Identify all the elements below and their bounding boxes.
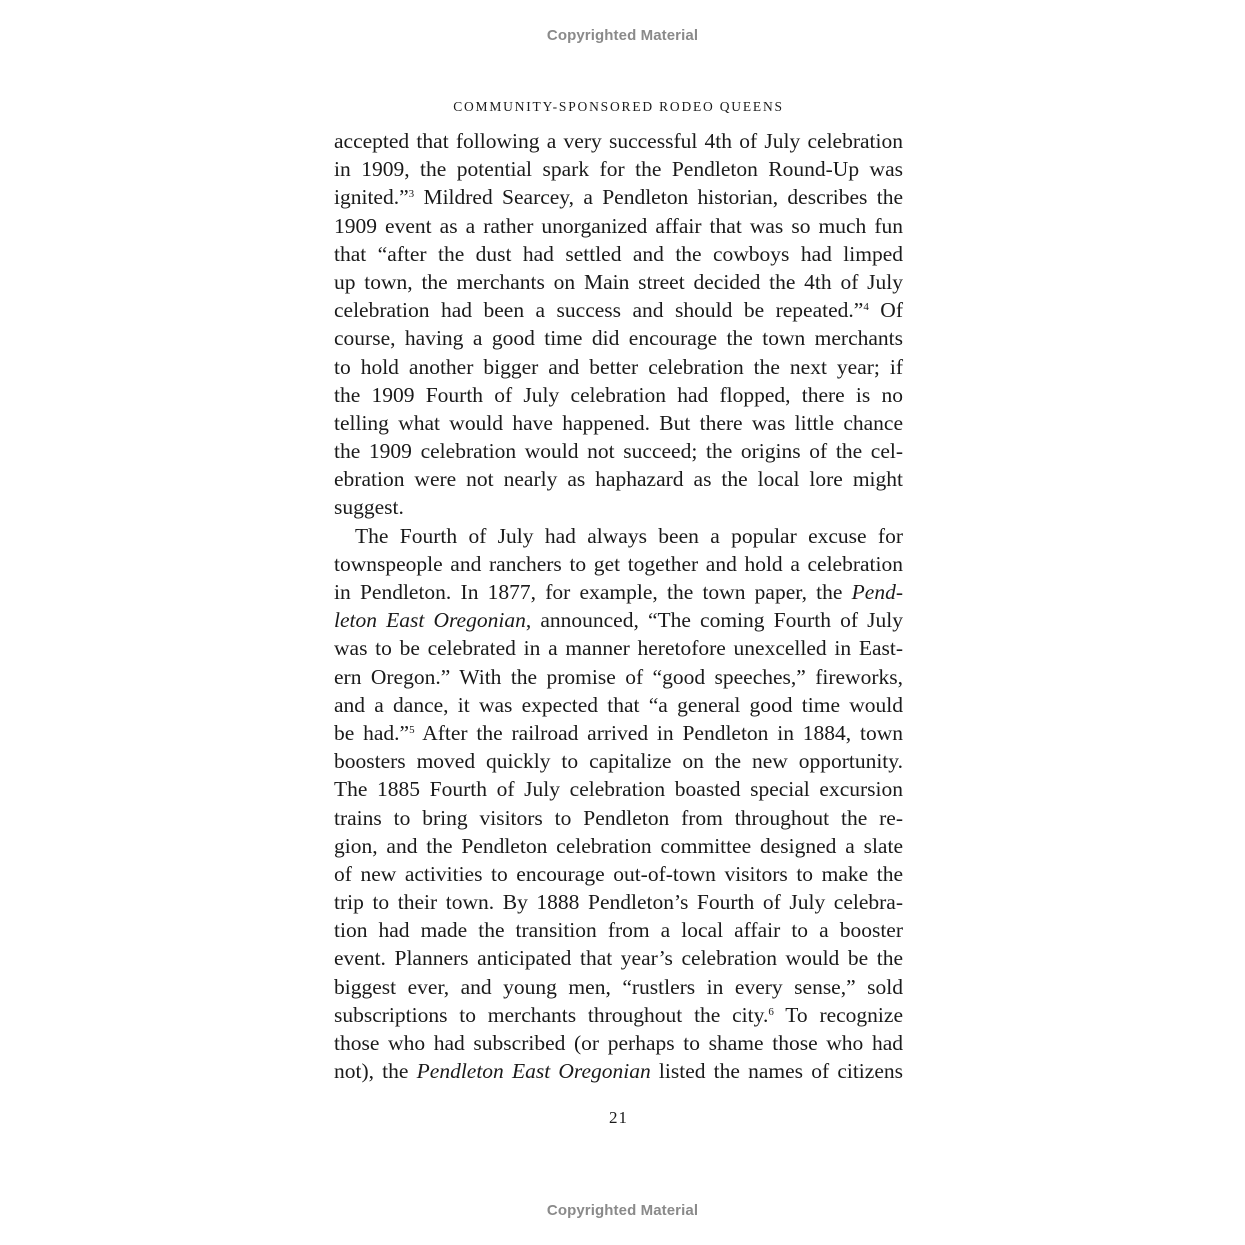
text-line: tion had made the transition from a local affair to a booster [334, 918, 903, 943]
newspaper-title-italic: Pendleton East Oregonian [416, 1059, 651, 1084]
newspaper-title-italic: Pend- [851, 580, 903, 604]
text-line [334, 183, 903, 211]
text-line: ern Oregon.” With the promise of “good speeches,” fireworks, [334, 664, 903, 689]
text-segment: celebration had been a success and should be repeated.” [334, 298, 864, 323]
text-line: trip to their town. By 1888 Pendleton’s Fourth of July celebra- [334, 890, 903, 915]
text-segment: Mildred Searcey, a Pendleton historian, describes the [414, 185, 903, 210]
footnote-ref-4: 4 [863, 301, 869, 314]
text-line [334, 606, 903, 634]
newspaper-title-italic: leton East Oregonian [334, 608, 526, 633]
text-line: accepted that following a very successful 4th of July celebration [334, 129, 903, 153]
text-line: up town, the merchants on Main street decided the 4th of July [334, 269, 903, 294]
running-head: COMMUNITY-SPONSORED RODEO QUEENS [453, 99, 784, 114]
text-line: The Fourth of July had always been a popular excuse for [355, 523, 903, 548]
text-line: suggest. [334, 495, 404, 520]
page-number: 21 [609, 1108, 628, 1127]
text-segment: subscriptions to merchants throughout the city. [334, 1002, 769, 1027]
text-segment: in Pendleton. In 1877, for example, the town paper, the [334, 580, 852, 604]
text-line [334, 719, 903, 747]
text-line [334, 1001, 903, 1029]
text-segment: not), the [334, 1059, 417, 1084]
text-line [334, 296, 903, 324]
text-segment: After the railroad arrived in Pendleton in 1884, town [414, 720, 904, 745]
text-line: event. Planners anticipated that year’s celebration would be the [334, 946, 903, 971]
text-segment: To recognize [773, 1002, 903, 1027]
text-segment: Of [868, 298, 903, 323]
text-segment: listed the names of citizens [650, 1059, 903, 1084]
text-line: course, having a good time did encourage the town merchants [334, 326, 903, 351]
text-line: boosters moved quickly to capitalize on the new opportunity. [334, 749, 903, 774]
footnote-ref-3: 3 [408, 188, 415, 201]
text-line: trains to bring visitors to Pendleton from throughout the re- [334, 805, 903, 830]
text-line: was to be celebrated in a manner heretofore unexcelled in East- [334, 636, 903, 661]
text-line: biggest ever, and young men, “rustlers in every sense,” sold [334, 974, 903, 999]
text-line: the 1909 Fourth of July celebration had flopped, there is no [334, 382, 903, 407]
text-segment: be had.” [334, 720, 410, 745]
text-line: of new activities to encourage out-of-town visitors to make the [334, 861, 903, 886]
text-line: to hold another bigger and better celebration the next year; if [334, 354, 903, 379]
text-line: 1909 event as a rather unorganized affair that was so much fun [334, 213, 903, 238]
footnote-ref-6: 6 [768, 1005, 774, 1018]
text-line: in 1909, the potential spark for the Pendleton Round-Up was [334, 157, 903, 182]
text-line: gion, and the Pendleton celebration committee designed a slate [334, 833, 903, 858]
copyright-watermark-top: Copyrighted Material [546, 27, 699, 44]
text-line: townspeople and ranchers to get together and hold a celebration [334, 551, 903, 576]
copyright-watermark-bottom: Copyrighted Material [546, 1202, 699, 1219]
text-segment: ignited.” [334, 185, 409, 210]
text-line: the 1909 celebration would not succeed; the origins of the cel- [334, 439, 903, 464]
paragraph-2 [334, 522, 903, 1086]
text-line: and a dance, it was expected that “a general good time would [334, 692, 903, 717]
text-line [334, 1057, 903, 1085]
text-line [334, 578, 903, 606]
text-segment: , announced, “The coming Fourth of July [525, 608, 903, 633]
paragraph-1 [334, 127, 903, 522]
footnote-ref-5: 5 [409, 723, 415, 736]
text-line: those who had subscribed (or perhaps to shame those who had [334, 1031, 903, 1055]
text-line: ebration were not nearly as haphazard as the local lore might [334, 467, 903, 492]
text-line: The 1885 Fourth of July celebration boasted special excursion [334, 777, 903, 802]
text-line: that “after the dust had settled and the cowboys had limped [334, 241, 903, 266]
text-line: telling what would have happened. But there was little chance [334, 410, 903, 435]
body-text [334, 127, 903, 1085]
